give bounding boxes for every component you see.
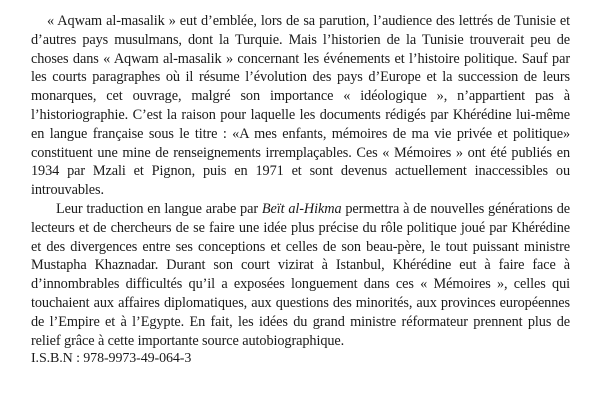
isbn: I.S.B.N : 978-9973-49-064-3 — [31, 351, 192, 367]
paragraph-2-start: Leur traduction en langue arabe par — [56, 200, 262, 217]
paragraph-2-rest: permettra à de nouvelles générations de lecteurs et de chercheurs de se faire une idée plus précise du rôle politique joué par Khérédine et des divergences entre ses conceptions et celles de son beau-père, le tout puissant ministre Mustapha Khaznadar. Durant son court vizirat à Istanbul, Khérédine eut à faire face à d’innombrables difficultés qu’il a exposées longuement dans ces « Mémoires », celles qui touchaient aux affaires diplomatiques, aux questions des minorités, aux provinces européennes de l’Empire et à l’Egypte. En fait, les idées du grand ministre réformateur prennent plus de relief grâce à cette importante source autobiographique. — [31, 200, 570, 349]
paragraph-2 — [31, 200, 570, 350]
publisher-name: Beït al-Hikma — [261, 200, 342, 217]
paragraph-1: « Aqwam al-masalik » eut d’emblée, lors de sa parution, l’audience des lettrés de Tunisie et d’autres pays musulmans, dont la Turquie. Mais l’historien de la Tunisie trouverait peu de choses dans « Aqwam al-masalik » concernant les événements et l’histoire politique. Sauf par les courts paragraphes où il résume l’évolution des pays d’Europe et la succession de leurs monarques, cet ouvrage, malgré son importance « idéologique », n’appartient pas à l’historiographie. C’est la raison pour laquelle les documents rédigés par Khérédine lui-même en langue française sous le titre : «A mes enfants, mémoires de ma vie privée et politique» constituent une mine de renseignements irremplaçables. Ces « Mémoires » ont été publiés en 1934 par Mzali et Pignon, puis en 1971 et sont devenus actuellement inaccessibles ou introuvables. — [31, 13, 570, 199]
